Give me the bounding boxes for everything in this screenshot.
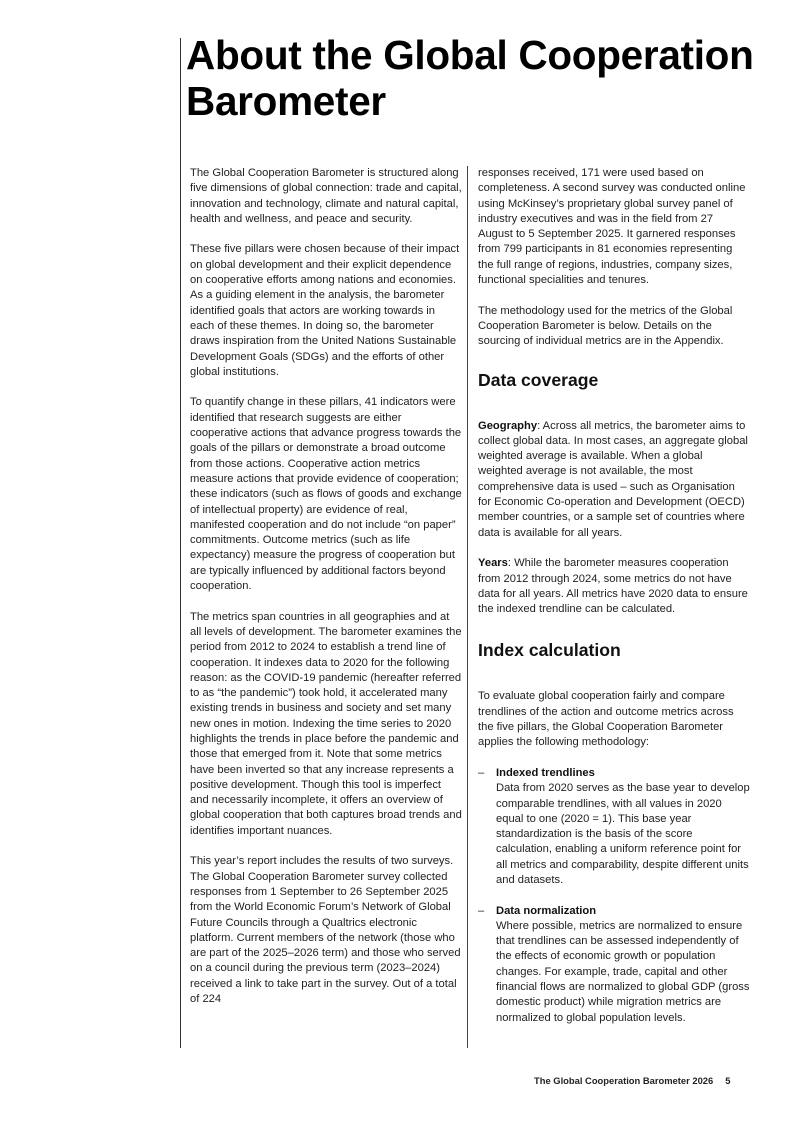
page-footer [534,1075,730,1087]
paragraph: These five pillars were chosen because of their impact on global development and their explicit dependence on cooperative efforts among nations and economies. As a guiding element in the analysis, the barometer identified goals that actors are working towards in each of these themes. In doing so, the barometer draws inspiration from the United Nations Sustainable Development Goals (SDGs) and the efforts of other global institutions. [190,243,460,378]
page-title: About the Global Cooperation Barometer [186,32,754,124]
left-margin-rule [180,38,181,1048]
paragraph: To quantify change in these pillars, 41 indicators were identified that research suggests are either cooperative actions that advance progress towards the goals of the pillars or demonstrate a broad outcome from those actions. Cooperative action metrics measure actions that provide evidence of cooperation; these indicators (such as flows of goods and exchange of intellectual property) are evidence of real, manifested cooperation and do not include “on paper” commitments. Outcome metrics (such as life expectancy) measure the progress of cooperation but are typically influenced by additional factors beyond cooperation. [190,396,462,593]
paragraph: The methodology used for the metrics of the Global Cooperation Barometer is below. Details on the sourcing of individual metrics are in the Appendix. [478,304,733,348]
list-item [478,766,750,888]
column-divider [467,166,468,1048]
section-heading-data-coverage: Data coverage [478,369,599,390]
list-item-text: Where possible, metrics are normalized to ensure that trendlines can be assessed independently of the effects of economic growth or population changes. For example, trade, capital and other financial flows are normalized to global GDP (gross domestic product) while migration metrics are normalized to global population levels. [496,919,750,1024]
geography-text: : Across all metrics, the barometer aims to collect global data. In most cases, an aggregate global weighted average is available. When a global weighted average is not available, the most comprehensive data is used – such as Organisation for Economic Co-operation and Development (OECD) member countries, or a sample set of countries where data is available for all years. [478,419,748,539]
paragraph: The Global Cooperation Barometer is structured along five dimensions of global connection: trade and capital, innovation and technology, climate and natural capital, health and wellness, and peace and security. [190,167,462,225]
geography-label: Geography [478,419,538,432]
left-column [190,166,462,1007]
years-label: Years [478,557,508,570]
dash-bullet: – [478,766,485,779]
dash-bullet: – [478,904,485,917]
list-item-text: Data from 2020 serves as the base year to develop comparable trendlines, with all values in 2020 equal to one (2020 = 1). This base year standardization is the basis of the score calculation, enabling a uniform reference point for all metrics and comparability, despite different units and datasets. [496,782,750,886]
years-paragraph [478,556,750,617]
footer-publication: The Global Cooperation Barometer 2026 [534,1075,714,1086]
paragraph: The metrics span countries in all geographies and at all levels of development. The barometer examines the period from 2012 to 2024 to establish a trend line of cooperation. It indexes data to 2020 for the following reason: as the COVID-19 pandemic (hereafter referred to as “the pandemic”) took hold, it accelerated many existing trends in business and society and set many new ones in motion. Indexing the time series to 2020 highlights the trends in place before the pandemic and those that emerged from it. Note that some metrics have been inverted so that any increase represents a positive development. Though this tool is imperfect and necessarily incomplete, it offers an overview of global cooperation that both captures broad trends and identifies important nuances. [190,610,462,837]
paragraph: responses received, 171 were used based on completeness. A second survey was conducted online using McKinsey’s proprietary global survey panel of industry executives and was in the field from 27 August to 5 September 2025. It garnered responses from 799 participants in 81 economies representing the full range of regions, industries, company sizes, functional specialities and tenures. [478,167,746,287]
index-intro: To evaluate global cooperation fairly and compare trendlines of the action and outcome metrics across the five pillars, the Global Cooperation Barometer applies the following methodology: [478,690,734,749]
years-text: : While the barometer measures cooperation from 2012 through 2024, some metrics do not have data for all years. All metrics have 2020 data to ensure the indexed trendline can be calculated. [478,557,748,616]
page-number: 5 [725,1075,731,1086]
paragraph: This year’s report includes the results of two surveys. The Global Cooperation Barometer survey collected responses from 1 September to 26 September 2025 from the World Economic Forum’s Network of Global Future Councils through a Qualtrics electronic platform. Current members of the network (those who are part of the 2025–2026 term) and those who served on a council during the previous term (2023–2024) received a link to take part in the survey. Out of a total of 224 [190,855,461,1006]
list-item-title: Indexed trendlines [496,766,595,779]
right-column [478,166,750,1026]
list-item-title: Data normalization [496,904,597,917]
section-heading-index-calculation: Index calculation [478,640,621,661]
list-item [478,904,750,1026]
geography-paragraph [478,419,750,541]
